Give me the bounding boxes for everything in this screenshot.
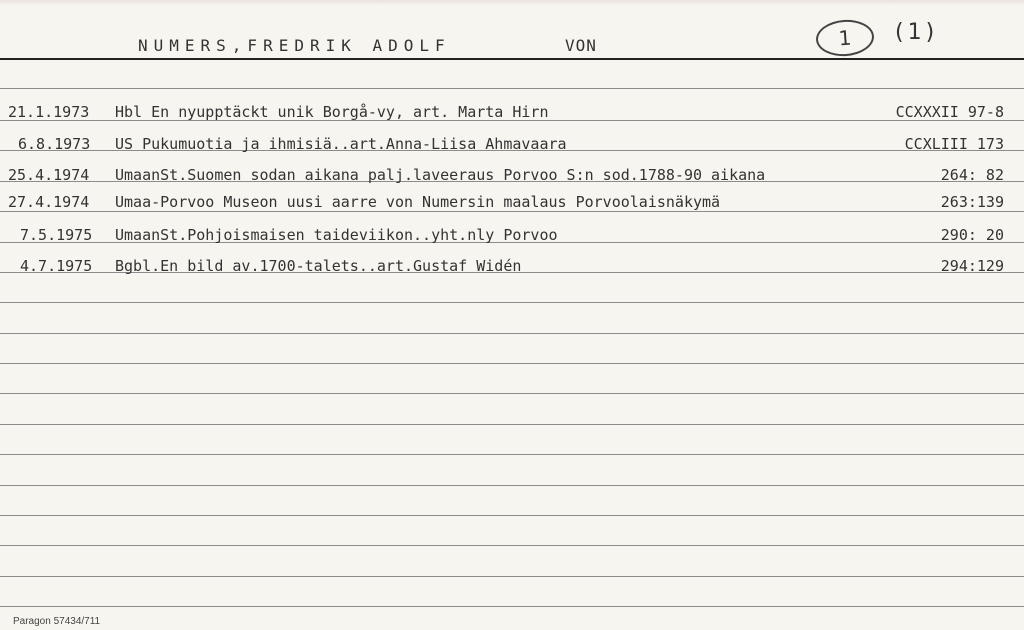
card-heading-name: NUMERS,FREDRIK ADOLF [138,36,451,55]
entry-text: US Pukumuotia ja ihmisiä..art.Anna-Liisa Ahmavaara [115,135,567,153]
ruled-line [0,363,1024,364]
card-entry [0,193,1024,215]
card-heading-suffix: VON [565,36,597,55]
ruled-line [0,606,1024,607]
entry-date: 21.1.1973 [8,103,90,121]
entry-date: 6.8.1973 [18,135,91,153]
ruled-line [0,515,1024,516]
parenthesized-card-number: (1) [895,20,939,45]
entry-date: 25.4.1974 [8,166,90,184]
entry-date: 27.4.1974 [8,193,90,211]
card-entry [0,103,1024,125]
entry-reference: 290: 20 [940,226,1004,244]
ruled-line [0,302,1024,303]
entry-reference: 264: 82 [940,166,1004,184]
ruled-line [0,88,1024,89]
entry-reference: 263:139 [940,193,1004,211]
ruled-line [0,393,1024,394]
card-entry [0,226,1024,248]
entry-text: UmaanSt.Suomen sodan aikana palj.laveeraus Porvoo S:n sod.1788-90 aikana [115,166,766,184]
entry-text: UmaanSt.Pohjoismaisen taideviikon..yht.nly Porvoo [115,226,558,244]
circled-card-number: 1 [815,18,875,58]
ruled-line [0,333,1024,334]
header-rule [0,58,1024,60]
ruled-line [0,454,1024,455]
ruled-line [0,424,1024,425]
entry-reference: CCXLIII 173 [904,135,1004,153]
entry-text: Hbl En nyupptäckt unik Borgå-vy, art. Marta Hirn [115,103,549,121]
card-entry [0,166,1024,188]
ruled-line [0,485,1024,486]
card-footer-imprint: Paragon 57434/711 [13,616,101,627]
card-entry [0,257,1024,279]
card-entry [0,135,1024,157]
card-top-edge [0,0,1024,6]
entry-date: 7.5.1975 [20,226,93,244]
ruled-line [0,576,1024,577]
entry-date: 4.7.1975 [20,257,93,275]
entry-reference: CCXXXII 97-8 [895,103,1004,121]
entry-text: Umaa-Porvoo Museon uusi aarre von Numersin maalaus Porvoolaisnäkymä [115,193,721,211]
entry-text: Bgbl.En bild av.1700-talets..art.Gustaf Widén [115,257,522,275]
entry-reference: 294:129 [940,257,1004,275]
ruled-line [0,545,1024,546]
